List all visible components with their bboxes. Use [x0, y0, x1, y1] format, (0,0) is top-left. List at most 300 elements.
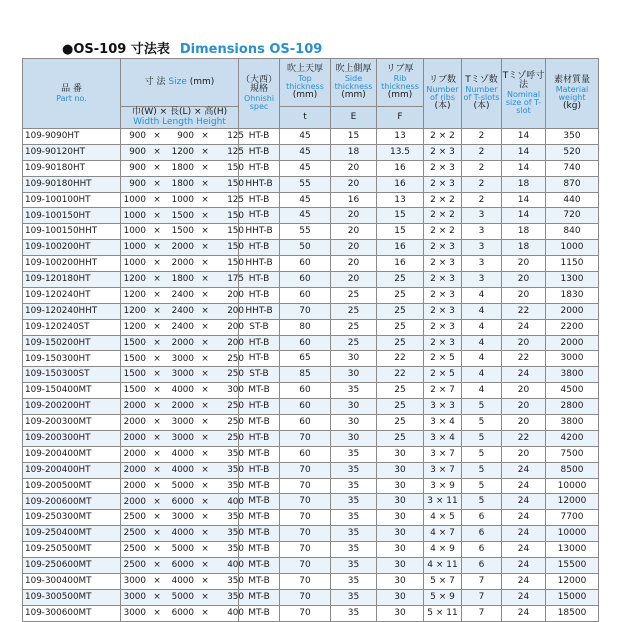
- cell-number-of-ribs: 4 × 9: [424, 542, 462, 558]
- cell-side-thickness: 20: [331, 224, 377, 240]
- table-row: [23, 573, 599, 589]
- cell-spec: HT-B: [239, 240, 280, 256]
- cell-number-of-tslots: 4: [462, 287, 502, 303]
- cell-number-of-ribs: 2 × 3: [424, 240, 462, 256]
- cell-size: 1500 × 3000 × 250: [121, 367, 239, 383]
- cell-rib-thickness: 13: [377, 129, 424, 145]
- cell-rib-thickness: 13.5: [377, 144, 424, 160]
- cell-tslot-size: 14: [502, 144, 546, 160]
- cell-spec: MT-B: [239, 573, 280, 589]
- cell-side-thickness: 25: [331, 303, 377, 319]
- cell-part-no: 109-100200HT: [23, 240, 121, 256]
- cell-rib-thickness: 30: [377, 558, 424, 574]
- cell-side-thickness: 15: [331, 129, 377, 145]
- cell-part-no: 109-250600MT: [23, 558, 121, 574]
- cell-rib-thickness: 25: [377, 272, 424, 288]
- cell-top-thickness: 60: [280, 415, 331, 431]
- cell-size: 1000 × 2000 × 150: [121, 256, 239, 272]
- cell-side-thickness: 25: [331, 287, 377, 303]
- cell-tslot-size: 24: [502, 367, 546, 383]
- cell-part-no: 109-250300MT: [23, 510, 121, 526]
- table-row: [23, 272, 599, 288]
- cell-part-no: 109-120240ST: [23, 319, 121, 335]
- cell-weight: 18500: [546, 605, 599, 621]
- table-row: [23, 430, 599, 446]
- table-row: [23, 605, 599, 621]
- cell-number-of-tslots: 5: [462, 415, 502, 431]
- header-top-symbol: t: [280, 107, 331, 129]
- table-row: [23, 446, 599, 462]
- cell-weight: 1150: [546, 256, 599, 272]
- cell-number-of-ribs: 3 × 7: [424, 462, 462, 478]
- cell-number-of-tslots: 3: [462, 272, 502, 288]
- cell-spec: HT-B: [239, 129, 280, 145]
- cell-size: 2500 × 6000 × 400: [121, 558, 239, 574]
- cell-number-of-tslots: 5: [462, 399, 502, 415]
- cell-size: 3000 × 6000 × 400: [121, 605, 239, 621]
- cell-top-thickness: 60: [280, 383, 331, 399]
- cell-weight: 870: [546, 176, 599, 192]
- cell-spec: HHT-B: [239, 176, 280, 192]
- cell-weight: 440: [546, 192, 599, 208]
- cell-spec: HT-B: [239, 399, 280, 415]
- cell-weight: 15000: [546, 589, 599, 605]
- cell-tslot-size: 24: [502, 558, 546, 574]
- cell-rib-thickness: 25: [377, 303, 424, 319]
- cell-number-of-ribs: 3 × 4: [424, 430, 462, 446]
- cell-size: 2500 × 5000 × 350: [121, 542, 239, 558]
- cell-rib-thickness: 30: [377, 462, 424, 478]
- table-row: [23, 494, 599, 510]
- cell-top-thickness: 70: [280, 494, 331, 510]
- table-row: [23, 462, 599, 478]
- cell-number-of-ribs: 4 × 5: [424, 510, 462, 526]
- cell-size: 900 × 1800 × 150: [121, 176, 239, 192]
- cell-number-of-tslots: 7: [462, 589, 502, 605]
- cell-side-thickness: 35: [331, 510, 377, 526]
- cell-part-no: 109-120240HT: [23, 287, 121, 303]
- cell-tslot-size: 20: [502, 446, 546, 462]
- cell-tslot-size: 24: [502, 526, 546, 542]
- cell-number-of-ribs: 3 × 4: [424, 415, 462, 431]
- table-row: [23, 319, 599, 335]
- cell-spec: HT-B: [239, 160, 280, 176]
- cell-side-thickness: 25: [331, 319, 377, 335]
- table-row: [23, 144, 599, 160]
- cell-top-thickness: 60: [280, 399, 331, 415]
- table-row: [23, 303, 599, 319]
- cell-size: 1000 × 1500 × 150: [121, 224, 239, 240]
- cell-side-thickness: 35: [331, 542, 377, 558]
- cell-rib-thickness: 25: [377, 415, 424, 431]
- cell-weight: 12000: [546, 573, 599, 589]
- cell-tslot-size: 22: [502, 351, 546, 367]
- cell-rib-thickness: 16: [377, 240, 424, 256]
- cell-number-of-ribs: 2 × 2: [424, 129, 462, 145]
- cell-number-of-tslots: 6: [462, 558, 502, 574]
- cell-part-no: 109-200300HT: [23, 430, 121, 446]
- cell-size: 1000 × 2000 × 150: [121, 240, 239, 256]
- cell-number-of-tslots: 6: [462, 542, 502, 558]
- cell-spec: MT-B: [239, 589, 280, 605]
- cell-part-no: 109-120180HT: [23, 272, 121, 288]
- cell-size: 1200 × 2400 × 200: [121, 303, 239, 319]
- cell-size: 1500 × 4000 × 300: [121, 383, 239, 399]
- cell-number-of-ribs: 3 × 7: [424, 446, 462, 462]
- cell-weight: 740: [546, 160, 599, 176]
- page-title: [62, 38, 322, 57]
- cell-tslot-size: 18: [502, 240, 546, 256]
- cell-tslot-size: 24: [502, 462, 546, 478]
- cell-top-thickness: 70: [280, 542, 331, 558]
- cell-side-thickness: 20: [331, 208, 377, 224]
- cell-number-of-ribs: 2 × 3: [424, 256, 462, 272]
- cell-part-no: 109-200500MT: [23, 478, 121, 494]
- cell-spec: MT-B: [239, 605, 280, 621]
- cell-side-thickness: 30: [331, 415, 377, 431]
- cell-weight: 2000: [546, 335, 599, 351]
- cell-number-of-ribs: 2 × 3: [424, 176, 462, 192]
- header-size: 寸 法 Size (mm): [121, 59, 239, 107]
- table-row: [23, 399, 599, 415]
- cell-rib-thickness: 30: [377, 605, 424, 621]
- cell-size: 2500 × 3000 × 350: [121, 510, 239, 526]
- cell-side-thickness: 18: [331, 144, 377, 160]
- cell-side-thickness: 35: [331, 605, 377, 621]
- cell-part-no: 109-90120HT: [23, 144, 121, 160]
- table-row: [23, 335, 599, 351]
- cell-side-thickness: 30: [331, 351, 377, 367]
- cell-part-no: 109-150200HT: [23, 335, 121, 351]
- cell-size: 3000 × 4000 × 350: [121, 573, 239, 589]
- cell-spec: HT-B: [239, 287, 280, 303]
- table-row: [23, 256, 599, 272]
- header-top-thickness: 吹上天厚 Top thickness (mm): [280, 59, 331, 107]
- cell-part-no: 109-90180HT: [23, 160, 121, 176]
- cell-side-thickness: 20: [331, 240, 377, 256]
- cell-tslot-size: 20: [502, 415, 546, 431]
- cell-size: 2500 × 4000 × 350: [121, 526, 239, 542]
- cell-part-no: 109-150300ST: [23, 367, 121, 383]
- title-en: Dimensions OS-109: [179, 42, 323, 57]
- cell-weight: 520: [546, 144, 599, 160]
- cell-weight: 1830: [546, 287, 599, 303]
- cell-number-of-tslots: 2: [462, 160, 502, 176]
- cell-size: 2000 × 3000 × 250: [121, 430, 239, 446]
- cell-rib-thickness: 13: [377, 192, 424, 208]
- cell-rib-thickness: 25: [377, 383, 424, 399]
- table-row: [23, 160, 599, 176]
- cell-top-thickness: 60: [280, 287, 331, 303]
- cell-number-of-ribs: 2 × 7: [424, 383, 462, 399]
- cell-weight: 720: [546, 208, 599, 224]
- cell-top-thickness: 70: [280, 573, 331, 589]
- cell-top-thickness: 45: [280, 129, 331, 145]
- cell-number-of-ribs: 2 × 3: [424, 319, 462, 335]
- header-rib-thickness: リブ厚 Rib thickness (mm): [377, 59, 424, 107]
- cell-number-of-tslots: 3: [462, 240, 502, 256]
- cell-spec: HHT-B: [239, 256, 280, 272]
- cell-size: 2000 × 3000 × 250: [121, 415, 239, 431]
- cell-number-of-ribs: 2 × 3: [424, 335, 462, 351]
- cell-rib-thickness: 25: [377, 430, 424, 446]
- cell-tslot-size: 20: [502, 256, 546, 272]
- cell-part-no: 109-250400MT: [23, 526, 121, 542]
- cell-number-of-ribs: 2 × 2: [424, 192, 462, 208]
- table-body: [23, 129, 599, 622]
- cell-number-of-tslots: 5: [462, 446, 502, 462]
- cell-number-of-tslots: 6: [462, 526, 502, 542]
- cell-spec: HT-B: [239, 430, 280, 446]
- cell-size: 1200 × 2400 × 200: [121, 319, 239, 335]
- header-spec: （大西）規格 Ohnishi spec: [239, 59, 280, 129]
- cell-size: 1500 × 2000 × 200: [121, 335, 239, 351]
- cell-spec: HT-B: [239, 208, 280, 224]
- cell-spec: HT-B: [239, 192, 280, 208]
- table-row: [23, 542, 599, 558]
- cell-tslot-size: 24: [502, 589, 546, 605]
- cell-weight: 3800: [546, 415, 599, 431]
- cell-size: 900 × 900 × 125: [121, 129, 239, 145]
- cell-tslot-size: 18: [502, 224, 546, 240]
- cell-size: 2000 × 4000 × 350: [121, 446, 239, 462]
- cell-top-thickness: 55: [280, 224, 331, 240]
- cell-number-of-tslots: 3: [462, 224, 502, 240]
- cell-part-no: 109-200600MT: [23, 494, 121, 510]
- cell-rib-thickness: 22: [377, 367, 424, 383]
- header-tslot-size: Tミゾ呼寸法 Nominal size of T-slot: [502, 59, 546, 129]
- cell-tslot-size: 24: [502, 605, 546, 621]
- cell-rib-thickness: 25: [377, 399, 424, 415]
- cell-number-of-ribs: 5 × 9: [424, 589, 462, 605]
- table-row: [23, 192, 599, 208]
- cell-top-thickness: 45: [280, 192, 331, 208]
- cell-spec: HT-B: [239, 272, 280, 288]
- cell-tslot-size: 20: [502, 399, 546, 415]
- cell-spec: HT-B: [239, 144, 280, 160]
- cell-number-of-ribs: 3 × 3: [424, 399, 462, 415]
- cell-number-of-ribs: 2 × 2: [424, 224, 462, 240]
- cell-side-thickness: 16: [331, 192, 377, 208]
- cell-spec: MT-B: [239, 494, 280, 510]
- cell-top-thickness: 45: [280, 208, 331, 224]
- cell-part-no: 109-90180HHT: [23, 176, 121, 192]
- cell-spec: HHT-B: [239, 303, 280, 319]
- cell-top-thickness: 70: [280, 462, 331, 478]
- cell-side-thickness: 35: [331, 478, 377, 494]
- cell-number-of-tslots: 2: [462, 176, 502, 192]
- cell-weight: 840: [546, 224, 599, 240]
- cell-rib-thickness: 30: [377, 446, 424, 462]
- cell-weight: 2000: [546, 303, 599, 319]
- cell-rib-thickness: 30: [377, 494, 424, 510]
- cell-weight: 3800: [546, 367, 599, 383]
- cell-size: 2000 × 2000 × 250: [121, 399, 239, 415]
- header-size-sub: 巾(W) × 長(L) × 高(H) Width Length Height: [121, 107, 239, 129]
- cell-spec: MT-B: [239, 446, 280, 462]
- cell-rib-thickness: 30: [377, 526, 424, 542]
- table-row: [23, 558, 599, 574]
- table-row: [23, 208, 599, 224]
- cell-spec: MT-B: [239, 558, 280, 574]
- cell-part-no: 109-200400HT: [23, 462, 121, 478]
- header-weight: 素材質量 Material weight (kg): [546, 59, 599, 129]
- header-side-thickness: 吹上側厚 Side thickness (mm): [331, 59, 377, 107]
- cell-number-of-tslots: 3: [462, 256, 502, 272]
- cell-side-thickness: 30: [331, 430, 377, 446]
- cell-rib-thickness: 25: [377, 335, 424, 351]
- cell-top-thickness: 70: [280, 589, 331, 605]
- cell-number-of-tslots: 3: [462, 208, 502, 224]
- cell-number-of-ribs: 2 × 5: [424, 367, 462, 383]
- title-jp: ●OS-109 寸法表: [62, 42, 170, 57]
- cell-spec: HT-B: [239, 335, 280, 351]
- cell-top-thickness: 70: [280, 303, 331, 319]
- cell-weight: 2800: [546, 399, 599, 415]
- cell-number-of-tslots: 4: [462, 303, 502, 319]
- cell-part-no: 109-300600MT: [23, 605, 121, 621]
- cell-tslot-size: 24: [502, 542, 546, 558]
- cell-tslot-size: 24: [502, 510, 546, 526]
- table-row: [23, 383, 599, 399]
- cell-number-of-tslots: 7: [462, 605, 502, 621]
- cell-side-thickness: 35: [331, 526, 377, 542]
- cell-number-of-tslots: 2: [462, 144, 502, 160]
- cell-part-no: 109-200200HT: [23, 399, 121, 415]
- cell-side-thickness: 25: [331, 335, 377, 351]
- cell-weight: 8500: [546, 462, 599, 478]
- cell-top-thickness: 45: [280, 144, 331, 160]
- cell-weight: 4200: [546, 430, 599, 446]
- cell-part-no: 109-150400MT: [23, 383, 121, 399]
- cell-top-thickness: 70: [280, 605, 331, 621]
- cell-side-thickness: 35: [331, 383, 377, 399]
- cell-number-of-tslots: 5: [462, 478, 502, 494]
- cell-rib-thickness: 30: [377, 542, 424, 558]
- cell-number-of-ribs: 2 × 3: [424, 272, 462, 288]
- cell-tslot-size: 22: [502, 430, 546, 446]
- cell-tslot-size: 20: [502, 335, 546, 351]
- cell-size: 3000 × 5000 × 350: [121, 589, 239, 605]
- cell-size: 1200 × 1800 × 175: [121, 272, 239, 288]
- cell-part-no: 109-100150HHT: [23, 224, 121, 240]
- cell-top-thickness: 60: [280, 256, 331, 272]
- cell-top-thickness: 60: [280, 335, 331, 351]
- cell-weight: 3000: [546, 351, 599, 367]
- cell-rib-thickness: 30: [377, 573, 424, 589]
- table-row: [23, 240, 599, 256]
- cell-number-of-ribs: 2 × 3: [424, 287, 462, 303]
- cell-number-of-ribs: 4 × 11: [424, 558, 462, 574]
- cell-part-no: 109-9090HT: [23, 129, 121, 145]
- cell-weight: 4500: [546, 383, 599, 399]
- cell-weight: 2200: [546, 319, 599, 335]
- cell-side-thickness: 20: [331, 160, 377, 176]
- cell-side-thickness: 20: [331, 272, 377, 288]
- cell-number-of-tslots: 4: [462, 335, 502, 351]
- cell-number-of-tslots: 5: [462, 430, 502, 446]
- header-rib-symbol: F: [377, 107, 424, 129]
- cell-spec: MT-B: [239, 542, 280, 558]
- cell-tslot-size: 24: [502, 494, 546, 510]
- cell-top-thickness: 60: [280, 446, 331, 462]
- table-row: [23, 367, 599, 383]
- cell-side-thickness: 35: [331, 462, 377, 478]
- cell-tslot-size: 22: [502, 303, 546, 319]
- cell-part-no: 109-100100HT: [23, 192, 121, 208]
- cell-number-of-ribs: 2 × 3: [424, 144, 462, 160]
- cell-number-of-tslots: 4: [462, 319, 502, 335]
- cell-top-thickness: 50: [280, 240, 331, 256]
- cell-number-of-tslots: 2: [462, 192, 502, 208]
- cell-number-of-tslots: 7: [462, 573, 502, 589]
- cell-tslot-size: 18: [502, 176, 546, 192]
- cell-part-no: 109-200400MT: [23, 446, 121, 462]
- cell-rib-thickness: 16: [377, 176, 424, 192]
- cell-tslot-size: 20: [502, 383, 546, 399]
- cell-size: 1000 × 1500 × 150: [121, 208, 239, 224]
- cell-rib-thickness: 15: [377, 224, 424, 240]
- cell-number-of-ribs: 3 × 11: [424, 494, 462, 510]
- cell-top-thickness: 60: [280, 272, 331, 288]
- cell-tslot-size: 14: [502, 129, 546, 145]
- cell-rib-thickness: 30: [377, 510, 424, 526]
- cell-size: 900 × 1200 × 125: [121, 144, 239, 160]
- cell-side-thickness: 20: [331, 176, 377, 192]
- cell-spec: MT-B: [239, 415, 280, 431]
- cell-number-of-ribs: 4 × 7: [424, 526, 462, 542]
- cell-spec: MT-B: [239, 526, 280, 542]
- cell-part-no: 109-250500MT: [23, 542, 121, 558]
- cell-rib-thickness: 22: [377, 351, 424, 367]
- cell-size: 2000 × 4000 × 350: [121, 462, 239, 478]
- cell-spec: ST-B: [239, 319, 280, 335]
- table-row: [23, 224, 599, 240]
- cell-number-of-ribs: 5 × 11: [424, 605, 462, 621]
- cell-part-no: 109-120240HHT: [23, 303, 121, 319]
- cell-number-of-tslots: 6: [462, 510, 502, 526]
- cell-rib-thickness: 16: [377, 256, 424, 272]
- cell-number-of-tslots: 4: [462, 351, 502, 367]
- table-row: [23, 129, 599, 145]
- cell-top-thickness: 70: [280, 558, 331, 574]
- cell-weight: 1000: [546, 240, 599, 256]
- table-row: [23, 415, 599, 431]
- cell-tslot-size: 20: [502, 272, 546, 288]
- table-row: [23, 510, 599, 526]
- cell-side-thickness: 35: [331, 446, 377, 462]
- cell-weight: 350: [546, 129, 599, 145]
- cell-side-thickness: 35: [331, 494, 377, 510]
- cell-size: 1200 × 2400 × 200: [121, 287, 239, 303]
- cell-weight: 7700: [546, 510, 599, 526]
- cell-side-thickness: 30: [331, 399, 377, 415]
- cell-spec: MT-B: [239, 478, 280, 494]
- cell-number-of-tslots: 5: [462, 462, 502, 478]
- cell-tslot-size: 24: [502, 319, 546, 335]
- cell-weight: 12000: [546, 494, 599, 510]
- cell-side-thickness: 35: [331, 573, 377, 589]
- cell-weight: 10000: [546, 478, 599, 494]
- cell-rib-thickness: 25: [377, 319, 424, 335]
- table-row: [23, 526, 599, 542]
- cell-size: 900 × 1800 × 150: [121, 160, 239, 176]
- cell-rib-thickness: 16: [377, 160, 424, 176]
- cell-part-no: 109-100150HT: [23, 208, 121, 224]
- table-row: [23, 351, 599, 367]
- cell-weight: 15500: [546, 558, 599, 574]
- table-row: [23, 478, 599, 494]
